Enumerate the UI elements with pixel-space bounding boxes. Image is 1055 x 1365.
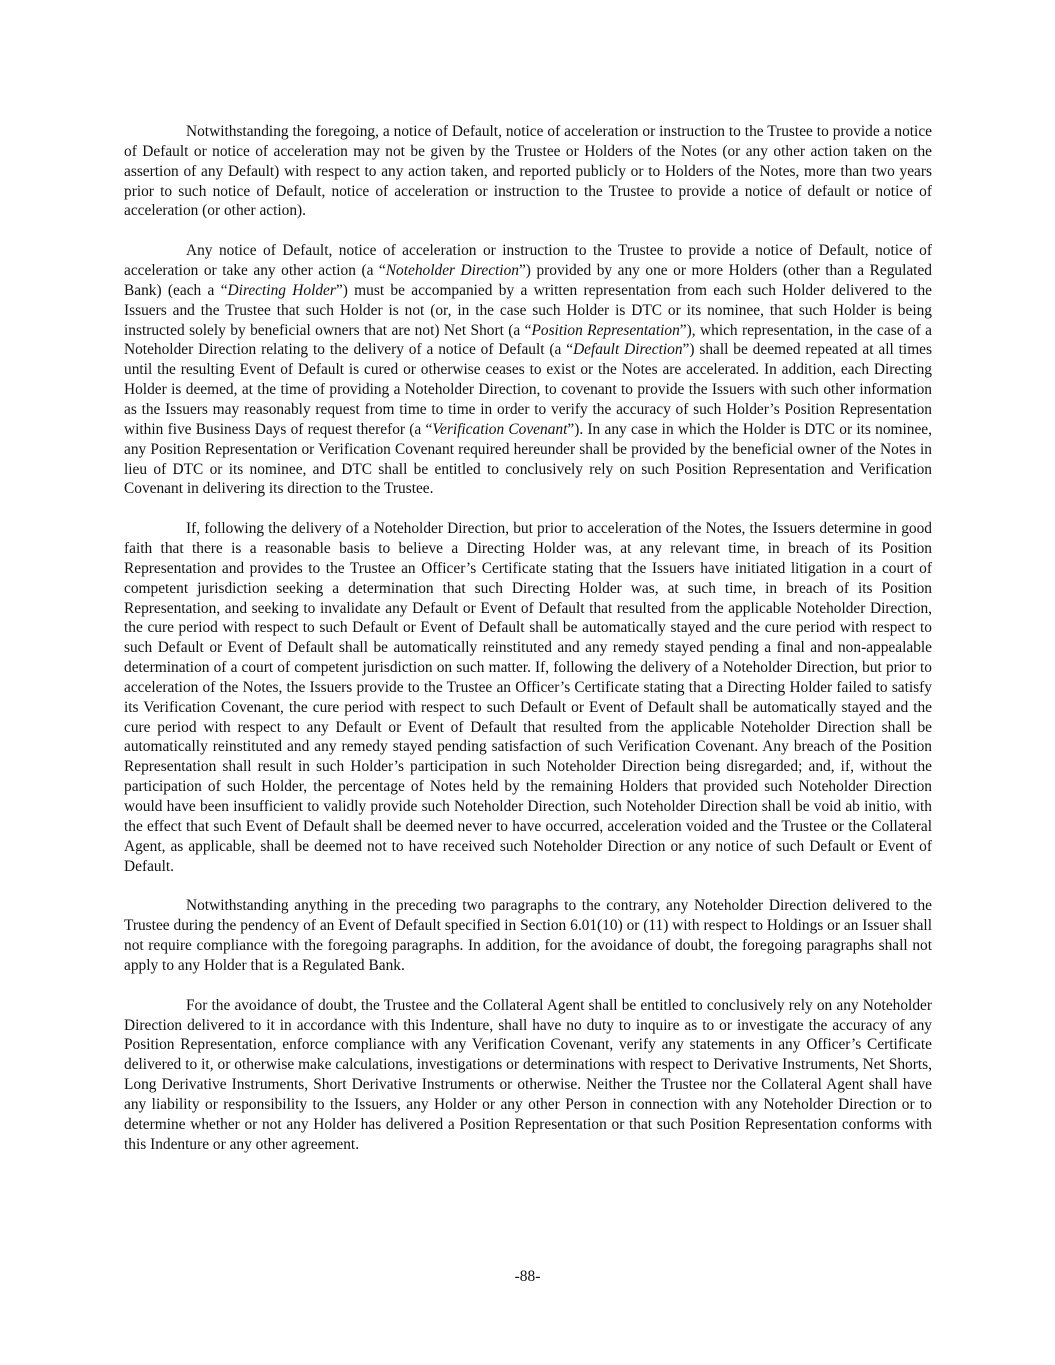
document-page (124, 122, 932, 1175)
paragraph-text: ”) must be accompanied by a written representation from each such Holder delivered to the Issuers and the Trustee that such Holder is not (or, in the case such Holder is DTC or its nominee, that such Holder is being instructed solely by beneficial owners that are not) Net Short (a “ (124, 281, 932, 339)
page-number: -88- (514, 1268, 541, 1285)
defined-term-directing-holder: Directing Holder (227, 281, 336, 299)
paragraph-text: ”) provided by any one or more Holders (other than a Regulated Bank) (each a “ (124, 262, 932, 299)
paragraph-text: Notwithstanding anything in the preceding two paragraphs to the contrary, any Noteholder Direction delivered to the Trustee during the pendency of an Event of Default specified in Section 6.01(10) or (11) with respect to Holdings or an Issuer shall not require compliance with the foregoing paragraphs. In addition, for the avoidance of doubt, the foregoing paragraphs shall not apply to any Holder that is a Regulated Bank. (124, 897, 932, 974)
paragraph-noteholder-direction (124, 241, 932, 499)
paragraph-text: Any notice of Default, notice of acceleration or instruction to the Trustee to provide a notice of Default, notice of acceleration or take any other action (a “ (124, 242, 932, 280)
paragraph-text: Notwithstanding the foregoing, a notice of Default, notice of acceleration or instruction to the Trustee to provide a notice of Default or notice of acceleration may not be given by the Trustee or Holders of the Notes (or any other action taken on the assertion of any Default) with respect to any action taken, and reported publicly or to Holders of the Notes, more than two years prior to such notice of Default, notice of acceleration or instruction to the Trustee to provide a notice of default or notice of acceleration (or other action). (124, 123, 932, 220)
paragraph-notice-time-limit (124, 122, 932, 221)
paragraph-text: ”), which representation, in the case of a Noteholder Direction relating to the delivery of a notice of Default (a “ (124, 321, 932, 359)
defined-term-noteholder-direction: Noteholder Direction (385, 262, 519, 280)
paragraph-text: ”) shall be deemed repeated at all times until the resulting Event of Default is cured or otherwise ceases to exist or the Notes are accelerated. In addition, each Directing Holder is deemed, at the time of providing a Noteholder Direction, to covenant to provide the Issuers with such other information as the Issuers may reasonably request from time to time in order to verify the accuracy of such Holder’s Position Representation within five Business Days of request therefor (a “ (124, 341, 932, 438)
paragraph-text: For the avoidance of doubt, the Trustee and the Collateral Agent shall be entitled to conclusively rely on any Noteholder Direction delivered to it in accordance with this Indenture, shall have no duty to inquire as to or investigate the accuracy of any Position Representation, enforce compliance with any Verification Covenant, verify any statements in any Officer’s Certificate delivered to it, or otherwise make calculations, investigations or determinations with respect to Derivative Instruments, Net Shorts, Long Derivative Instruments, Short Derivative Instruments or otherwise. Neither the Trustee nor the Collateral Agent shall have any liability or responsibility to the Issuers, any Holder or any other Person in connection with any Noteholder Direction or to determine whether or not any Holder has delivered a Position Representation or that such Position Representation conforms with this Indenture or any other agreement. (124, 996, 932, 1153)
paragraph-trustee-reliance (124, 996, 932, 1155)
defined-term-default-direction: Default Direction (573, 341, 683, 359)
paragraph-breach-procedure (124, 519, 932, 876)
paragraph-text: If, following the delivery of a Noteholder Direction, but prior to acceleration of the Notes, the Issuers determine in good faith that there is a reasonable basis to believe a Directing Holder was, at any relevant time, in breach of its Position Representation and provides to the Trustee an Officer’s Certificate stating that the Issuers have initiated litigation in a court of competent jurisdiction seeking a determination that such Directing Holder was, at such time, in breach of its Position Representation, and seeking to invalidate any Default or Event of Default that resulted from the applicable Noteholder Direction, the cure period with respect to such Default or Event of Default shall be automatically stayed and the cure period with respect to such Default or Event of Default shall be automatically reinstituted and any remedy stayed pending a final and non-appealable determination of a court of competent jurisdiction on such matter. If, following the delivery of a Noteholder Direction, but prior to acceleration of the Notes, the Issuers provide to the Trustee an Officer’s Certificate stating that a Directing Holder failed to satisfy its Verification Covenant, the cure period with respect to such Default or Event of Default shall be automatically stayed and the cure period with respect to any Default or Event of Default that resulted from the applicable Noteholder Direction shall be automatically reinstituted and any remedy stayed pending satisfaction of such Verification Covenant. Any breach of the Position Representation shall result in such Holder’s participation in such Noteholder Direction being disregarded; and, if, without the participation of such Holder, the percentage of Notes held by the remaining Holders that provided such Noteholder Direction would have been insufficient to validly provide such Noteholder Direction, such Noteholder Direction shall be void ab initio, with the effect that such Event of Default shall be deemed never to have occurred, acceleration voided and the Trustee or the Collateral Agent, as applicable, shall be deemed not to have received such Noteholder Direction or any notice of such Default or Event of Default. (124, 520, 932, 875)
paragraph-exceptions (124, 896, 932, 975)
defined-term-position-representation: Position Representation (531, 321, 680, 339)
paragraph-text: ”). In any case in which the Holder is DTC or its nominee, any Position Representation or Verification Covenant required hereunder shall be provided by the beneficial owner of the Notes in lieu of DTC or its nominee, and DTC shall be entitled to conclusively rely on such Position Representation and Verification Covenant in delivering its direction to the Trustee. (124, 420, 932, 498)
defined-term-verification-covenant: Verification Covenant (432, 420, 568, 438)
